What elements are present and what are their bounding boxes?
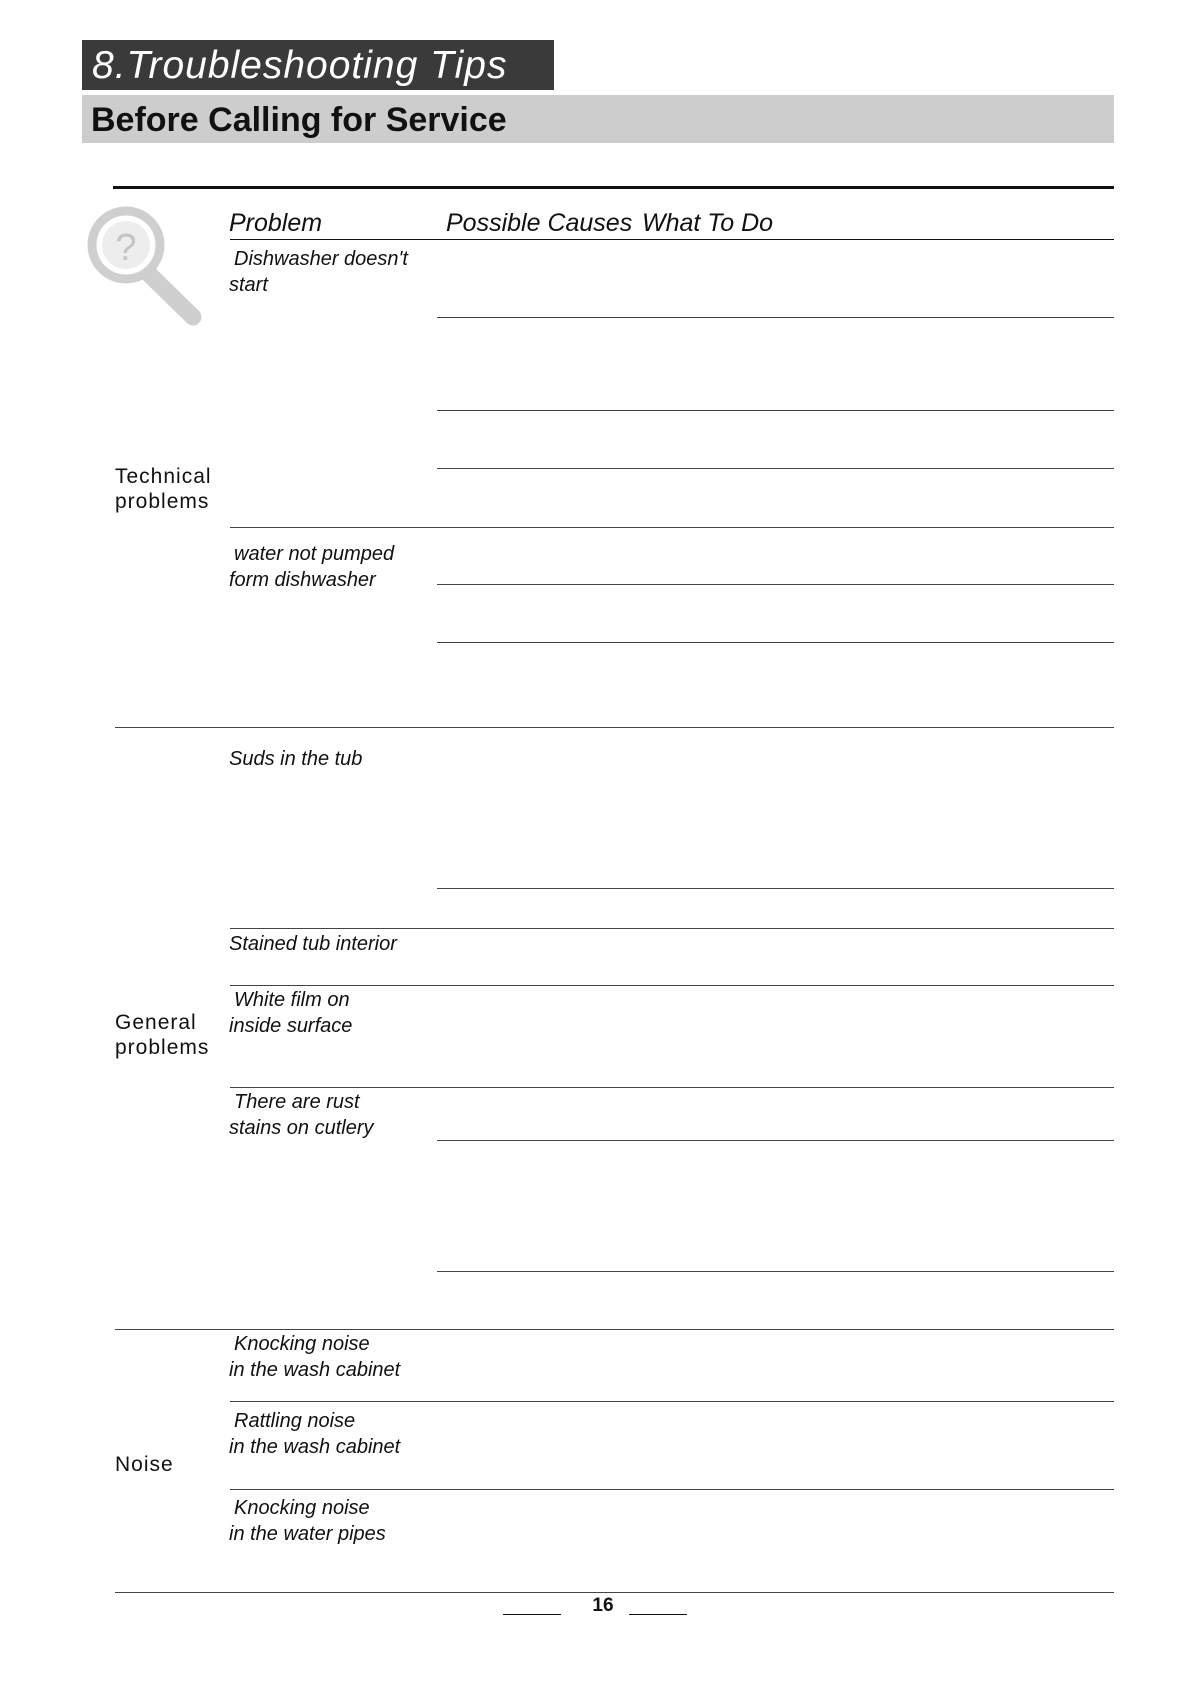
problem-divider xyxy=(230,527,1114,528)
subtitle: Before Calling for Service xyxy=(91,101,507,139)
table-bottom-rule xyxy=(115,1592,1114,1593)
page-number-rule-left xyxy=(503,1614,561,1615)
group-divider xyxy=(115,1329,1114,1330)
row-divider xyxy=(437,642,1114,643)
row-divider xyxy=(437,468,1114,469)
row-divider xyxy=(437,1140,1114,1141)
page-number-rule-right xyxy=(629,1614,687,1615)
header-underline xyxy=(230,239,1114,240)
row-divider xyxy=(437,1271,1114,1272)
problem-divider xyxy=(230,985,1114,986)
problem-knocking-noise-water-pipes: Knocking noise in the water pipes xyxy=(229,1497,386,1545)
group-divider xyxy=(115,727,1114,728)
table-top-rule xyxy=(113,186,1114,189)
category-technical-problems: Technical problems xyxy=(115,465,212,513)
problem-divider xyxy=(230,1489,1114,1490)
section-title: 8.Troubleshooting Tips xyxy=(92,44,508,87)
problem-stained-tub-interior: Stained tub interior xyxy=(229,933,397,955)
question-magnifier-icon xyxy=(86,205,206,330)
problem-white-film: White film on inside surface xyxy=(229,989,353,1037)
problem-rust-stains: There are rust stains on cutlery xyxy=(229,1091,374,1139)
row-divider xyxy=(437,888,1114,889)
column-header-what-to-do: What To Do xyxy=(642,209,774,237)
column-header-problem: Problem xyxy=(229,209,323,237)
problem-divider xyxy=(230,1087,1114,1088)
category-noise: Noise xyxy=(115,1453,174,1476)
problem-water-not-pumped: water not pumped form dishwasher xyxy=(229,543,395,591)
problem-knocking-noise-wash-cabinet: Knocking noise in the wash cabinet xyxy=(229,1333,401,1381)
column-header-possible-causes: Possible Causes xyxy=(446,209,633,237)
problem-divider xyxy=(230,1401,1114,1402)
row-divider xyxy=(437,584,1114,585)
category-general-problems: General problems xyxy=(115,1011,210,1059)
page-number: 16 xyxy=(592,1595,614,1616)
svg-text:?: ? xyxy=(115,227,137,269)
problem-dishwasher-doesnt-start: Dishwasher doesn't start xyxy=(229,248,408,296)
problem-rattling-noise: Rattling noise in the wash cabinet xyxy=(229,1410,401,1458)
problem-divider xyxy=(230,928,1114,929)
row-divider xyxy=(437,317,1114,318)
problem-suds-in-the-tub: Suds in the tub xyxy=(229,748,363,770)
row-divider xyxy=(437,410,1114,411)
